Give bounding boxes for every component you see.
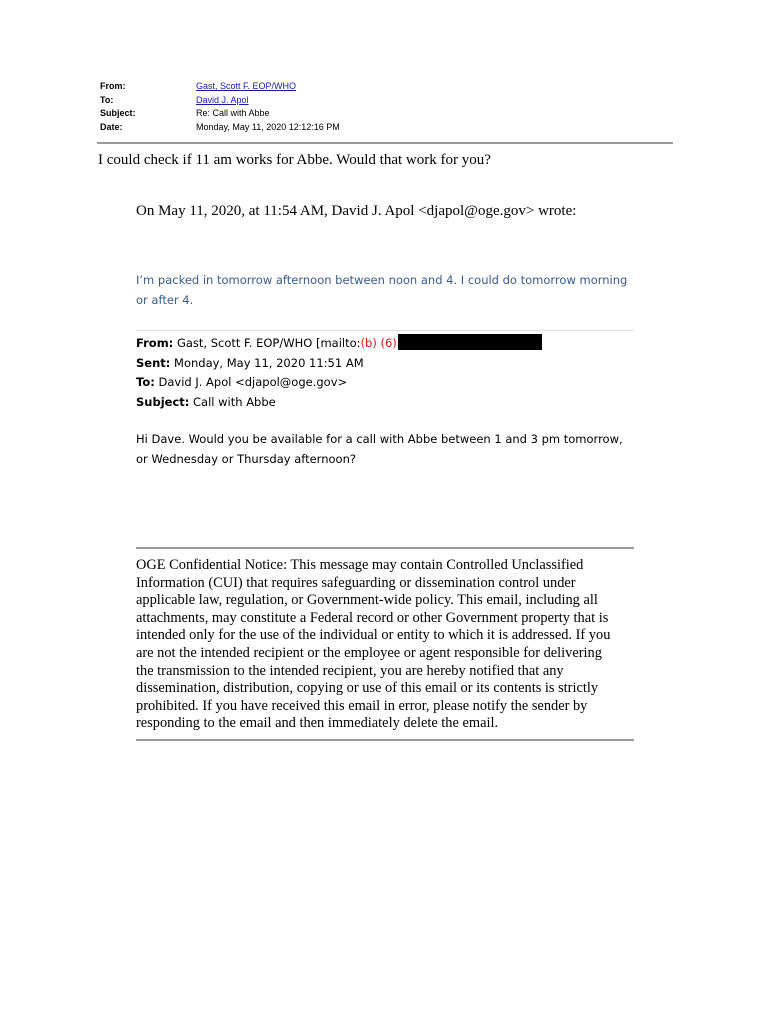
notice-line: intended only for the use of the individual or entity to which it is addressed. If you (136, 627, 611, 644)
redaction-box (398, 334, 542, 350)
header-divider (97, 142, 673, 144)
forwarded-body: Hi Dave. Would you be available for a call with Abbe between 1 and 3 pm tomorrow, or Wednesday or Thursday afternoon? (136, 432, 623, 466)
email-header (100, 80, 340, 134)
confidential-notice (136, 557, 636, 733)
notice-bottom-divider (136, 739, 634, 741)
forwarded-sent-value: Monday, May 11, 2020 11:51 AM (174, 355, 364, 370)
forwarded-to-row (136, 373, 542, 393)
quoted-reply-text: I’m packed in tomorrow afternoon between noon and 4. I could do tomorrow morning or after 4. (136, 273, 628, 307)
notice-line: OGE Confidential Notice: This message may contain Controlled Unclassified (136, 557, 584, 573)
forwarded-subject-value: Call with Abbe (193, 394, 276, 409)
to-link[interactable]: David J. Apol (196, 94, 249, 105)
header-to-row (100, 94, 340, 108)
from-label: From: (100, 81, 126, 91)
forwarded-from-value: Gast, Scott F. EOP/WHO [mailto: (176, 336, 361, 350)
header-subject-row (100, 107, 340, 121)
notice-line: Information (CUI) that requires safeguarding or dissemination control under (136, 574, 576, 591)
forwarded-subject-label: Subject: (136, 394, 190, 409)
forwarded-from-label: From: (136, 336, 174, 350)
subject-label: Subject: (100, 108, 136, 118)
forwarded-sent-label: Sent: (136, 355, 171, 370)
forwarded-sent-row (136, 354, 542, 374)
subject-value: Re: Call with Abbe (196, 108, 270, 118)
notice-line: prohibited. If you have received this email in error, please notify the sender by (136, 697, 588, 714)
forwarded-header (136, 334, 542, 412)
notice-line: the transmission to the intended recipient, you are hereby notified that any (136, 662, 564, 679)
header-from-row (100, 80, 340, 94)
date-value: Monday, May 11, 2020 12:12:16 PM (196, 121, 340, 132)
notice-line: dissemination, distribution, copying or use of this email or its contents is strictly (136, 680, 599, 697)
header-date-row (100, 121, 340, 135)
to-label: To: (100, 94, 114, 105)
forward-divider (136, 330, 634, 331)
forwarded-subject-row (136, 393, 542, 413)
notice-line: responding to the email and then immediately delete the email. (136, 715, 499, 732)
quote-attribution: On May 11, 2020, at 11:54 AM, David J. Apol <djapol@oge.gov> wrote: (136, 203, 577, 219)
notice-line: applicable law, regulation, or Government-wide policy. This email, including all (136, 592, 598, 609)
notice-line: attachments, may constitute a Federal record or other Government property that is (136, 609, 609, 626)
forwarded-from-row (136, 334, 542, 354)
notice-line: are not the intended recipient or the employee or agent responsible for delivering (136, 644, 602, 661)
from-link[interactable]: Gast, Scott F. EOP/WHO (196, 81, 297, 91)
forwarded-to-value: David J. Apol <djapol@oge.gov> (158, 375, 348, 390)
date-label: Date: (100, 121, 123, 132)
notice-top-divider (136, 547, 634, 549)
message-body-line: I could check if 11 am works for Abbe. Would that work for you? (98, 152, 491, 168)
redaction-code: (b) (6) (360, 336, 397, 350)
forwarded-to-label: To: (136, 375, 155, 390)
